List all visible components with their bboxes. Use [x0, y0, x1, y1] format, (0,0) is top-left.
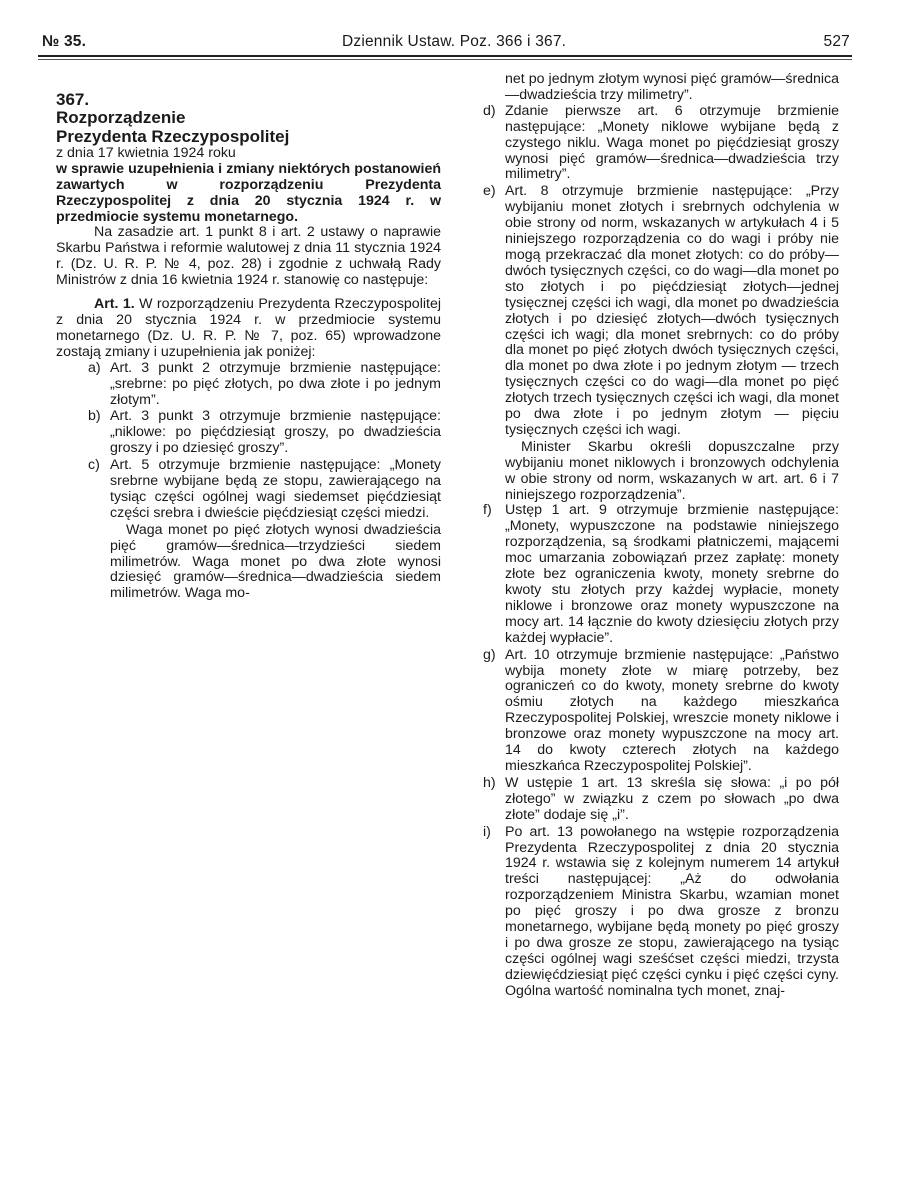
item-text: Art. 3 punkt 3 otrzymuje brzmienie następujące: „niklowe: po pięćdziesiąt groszy, po dwadzieścia groszy i po dziesięć groszy”. — [110, 408, 441, 457]
article-1-text: W rozporządzeniu Prezydenta Rzeczypospolitej z dnia 20 stycznia 1924 r. w przedmiocie systemu monetarnego (Dz. U. R. P. № 7, poz. 65) wprowadzone zostają zmiany i uzupełnienia jak poniżej: — [56, 296, 441, 360]
item-text: Art. 10 otrzymuje brzmienie następujące: „Państwo wybija monety złote w miarę potrzeby, bez ograniczeń co do kwoty, monety srebrne do kwoty ośmiu złotych na każdego mieszkańca Rzeczypospolitej Polskiej, wreszcie monety niklowe i bronzowe oraz monety wypuszczone na mocy art. 14 do kwoty czterech złotych na każdego mieszkańca Rzeczypospolitej Polskiej”. — [505, 646, 839, 774]
item-e-continuation: Minister Skarbu określi dopuszczalne przy wybijaniu monet niklowych i bronzowych odchylenia w obie strony od norm, wskazanych w art. art. 6 i 7 niniejszego rozporządzenia”. — [505, 438, 839, 503]
list-item — [483, 184, 839, 439]
item-label: f) — [483, 502, 492, 519]
article-1-label: Art. 1. — [94, 296, 135, 313]
item-text: Po art. 13 powołanego na wstępie rozporządzenia Prezydenta Rzeczypospolitej z dnia 20 stycznia 1924 r. wstawia się z kolejnym numerem 14 artykuł treści następującej: „Aż do odwołania rozporządzeniem Ministra Skarbu, wzamian monet po pięć groszy i po dwa grosze z bronzu monetarnego, wybijane będą monety po pięć groszy i po dwa grosze ze stopu, zawierającego na tysiąc części ogólnej wagi sześćset części miedzi, trzysta dziewięćdziesiąt pięć części cynku i pięć części cyny. Ogólna wartość nominalna tych monet, znaj- — [505, 823, 839, 999]
journal-title: Dziennik Ustaw. Poz. 366 i 367. — [342, 33, 567, 50]
document-title — [56, 108, 441, 146]
item-label: c) — [88, 457, 100, 474]
preamble: Na zasadzie art. 1 punkt 8 i art. 2 ustawy o naprawie Skarbu Państwa i reformie walutowej z dnia 11 stycznia 1924 r. (Dz. U. R. P. № 4, poz. 28) i zgodnie z uchwałą Rady Ministrów z dnia 16 kwietnia 1924 r. stanowię co następuje: — [56, 224, 441, 289]
header-rule-thin — [38, 59, 852, 60]
left-column — [56, 92, 441, 602]
position-number: 367. — [56, 90, 90, 109]
right-column — [483, 72, 839, 1001]
header-rule — [38, 55, 852, 57]
item-label: g) — [483, 646, 496, 663]
item-label: a) — [88, 359, 101, 376]
list-item — [88, 361, 441, 409]
list-item — [88, 409, 441, 457]
document-subject: w sprawie uzupełnienia i zmiany niektórych postanowień zawartych w rozporządzeniu Prezydenta Rzeczypospolitej z dnia 20 stycznia 1924 r. w przedmiocie systemu monetarnego. — [56, 160, 441, 225]
issue-number: № 35. — [42, 33, 87, 50]
page-number: 527 — [823, 33, 850, 50]
page-header — [38, 33, 852, 53]
item-text: Zdanie pierwsze art. 6 otrzymuje brzmienie następujące: „Monety niklowe wybijane będą z czystego niklu. Waga monet po pięćdziesiąt groszy wynosi pięć gramów—średnica—dwadzieścia trzy milimetry”. — [505, 102, 839, 183]
item-text: W ustępie 1 art. 13 skreśla się słowa: „i po pół złotego” w związku z czem po słowach „po dwa złote” dodaje się „i”. — [505, 774, 839, 823]
title-line-1: Rozporządzenie — [56, 107, 186, 127]
list-item — [483, 776, 839, 824]
item-text: Ustęp 1 art. 9 otrzymuje brzmienie następujące: „Monety, wypuszczone na podstawie niniejszego rozporządzenia, są środkami płatniczemi, mającemi moc umarzania zobowiązań przez zapłatę: monety złote bez ograniczenia kwoty, monety srebrne do kwoty stu złotych przy każdej wypłacie, monety niklowe i bronzowe oraz monety wypuszczone na mocy art. 14 łącznie do kwoty dziesięciu złotych przy każdej wypłacie”. — [505, 502, 839, 646]
item-label: d) — [483, 102, 496, 119]
list-item — [483, 648, 839, 775]
item-label: h) — [483, 774, 496, 791]
list-item — [88, 458, 441, 522]
item-text: Art. 5 otrzymuje brzmienie następujące: „Monety srebrne wybijane będą ze stopu, zawierającego na tysiąc części ogólnej wagi siedemset pięćdziesiąt części srebra i dwieście pięćdziesiąt części miedzi. — [110, 457, 441, 521]
list-item — [483, 825, 839, 1000]
article-1 — [56, 297, 441, 361]
item-label: b) — [88, 408, 101, 425]
item-label: e) — [483, 183, 496, 200]
list-item — [483, 104, 839, 184]
item-c-continuation: Waga monet po pięć złotych wynosi dwadzieścia pięć gramów—średnica—trzydzieści siedem milimetrów. Waga monet po dwa złote wynosi dziesięć gramów—średnica—dwadzieścia siedem milimetrów. Waga mo- — [110, 521, 441, 602]
item-label: i) — [483, 823, 491, 840]
title-line-2: Prezydenta Rzeczypospolitej — [56, 126, 290, 146]
list-item — [483, 503, 839, 646]
document-date: z dnia 17 kwietnia 1924 roku — [56, 144, 236, 161]
item-text: Art. 3 punkt 2 otrzymuje brzmienie następujące: „srebrne: po pięć złotych, po dwa złote i po jednym złotym”. — [110, 359, 441, 408]
item-text: Art. 8 otrzymuje brzmienie następujące: „Przy wybijaniu monet złotych i srebrnych odchylenia w obie strony od norm, wskazanych w artykułach 4 i 5 niniejszego rozporządzenia co do wagi i próby nie mogą przekraczać dla monet złotych: co do próby—dwóch tysięcznych części, co do wagi—dla monet po sto złotych i po pięćdziesiąt złotych—jednej tysięcznej części ich wagi, dla monet po dwadzieścia złotych i po dziesięć złotych—dwóch tysięcznych części ich wagi; dla monet srebrnych: co do próby dla monet po pięć złotych dwóch tysięcznych części, dla monet po dwa złote i po jednym złotym — trzech tysięcznych części co do wagi—dla monet po pięć złotych trzech tysięcznych części ich wagi, dla monet po dwa złote i po jednym złotym — pięciu tysięcznych części ich wagi. — [505, 183, 839, 438]
item-c-end: net po jednym złotym wynosi pięć gramów—średnica—dwadzieścia trzy milimetry”. — [505, 71, 839, 103]
